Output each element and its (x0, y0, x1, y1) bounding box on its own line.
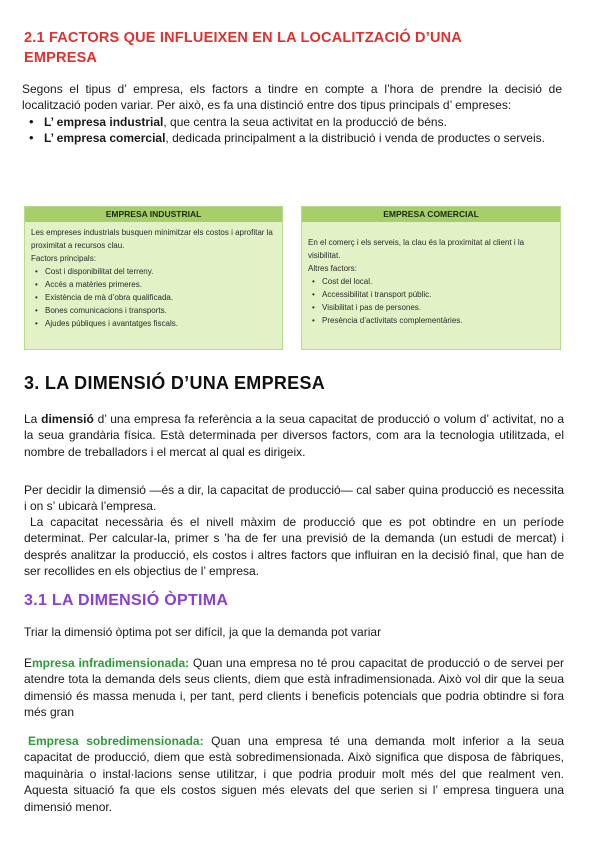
commercial-company-box (301, 206, 561, 350)
box-text: Les empreses industrials busquen minimitzar els costos i aprofitar la proximitat a recursos clau. (31, 228, 273, 250)
box-body (302, 222, 560, 331)
dimension-definition (24, 411, 564, 460)
term-oversized: Empresa sobredimensionada: (28, 734, 204, 748)
list-item: • Cost del local. (308, 275, 554, 288)
box-header: EMPRESA COMERCIAL (302, 207, 560, 222)
list-item: • Bones comunicacions i transports. (31, 304, 276, 317)
undersized-company-paragraph (24, 655, 564, 721)
list-item (22, 114, 567, 130)
bullet-text: , dedicada principalment a la distribució i venda de productes o serveis. (165, 131, 545, 146)
optimal-dimension-intro: Triar la dimensió òptima pot ser difícil, ja que la demanda pot variar (24, 625, 382, 639)
bullet-term: L’ empresa comercial (44, 131, 166, 146)
section-2-1-heading: 2.1 FACTORS QUE INFLUEIXEN EN LA LOCALITZACIÓ D’UNA EMPRESA (24, 30, 462, 66)
term-dimension: dimensió (41, 412, 94, 426)
list-item: • Ajudes públiques i avantatges fiscals. (31, 317, 276, 330)
section-3-1-heading: 3.1 LA DIMENSIÓ ÒPTIMA (24, 592, 229, 609)
bullet-term: L’ empresa industrial (44, 115, 164, 129)
factor-list (308, 275, 554, 327)
text-run: E (24, 656, 33, 670)
list-item: • Visibilitat i pas de persones. (308, 301, 554, 314)
text-run: Quan una empresa té una demanda molt inferior a la seua capacitat de producció, diem que està sobredimensionada. Això significa que disposa de fàbriques, maquinària o instal·lacions sense utilitzar, i que podria produir molt més del que realment ven. Aquesta situació fa que els costos siguen més elevats del que serien si l’ empresa tinguera una dimensió menor. (24, 734, 564, 814)
list-item: • Presència d’activitats complementàries. (308, 314, 554, 327)
bullet-text: , que centra la seua activitat en la producció de béns. (163, 115, 447, 129)
industrial-company-box (24, 206, 283, 350)
term-undersized: mpresa infradimensionada: (32, 656, 190, 670)
text-run: d’ una empresa fa referència a la seua capacitat de producció o volum d’ activitat, no a la seua grandària física. Està determinada per diversos factors, com ara la tecnologia utilitzada, el nombre de treballadors i el mercat al qual es dirigeix. (24, 412, 564, 459)
list-item: • Existència de mà d’obra qualificada. (31, 291, 276, 304)
box-header: EMPRESA INDUSTRIAL (25, 207, 282, 222)
text-run: Quan una empresa no té prou capacitat de producció o de servei per atendre tota la demanda dels seus clients, diem que està infradimensionada. Això vol dir que la seua dimensió és massa menuda i, per tant, perd clients i beneficis potencials que podria obtindre si fora més gran (24, 656, 564, 720)
dimension-decision: Per decidir la dimensió —és a dir, la capacitat de producció— cal saber quina producció es necessita i on s’ ubicarà l’empresa. (24, 483, 564, 514)
capacity-paragraph: La capacitat necessària és el nivell màxim de producció que es pot obtindre en un període determinat. Per calcular-la, primer s ’ha de fer una previsió de la demanda (un estudi de mercat) i després analitzar la producció, els costos i altres factors que influiran en la decisió final, que han de ser recollides en els objectius de l’ empresa. (24, 515, 564, 579)
box-text: En el comerç i els serveis, la clau és la proximitat al client i la visibilitat. (308, 238, 525, 260)
list-item (22, 130, 567, 146)
company-type-list (22, 114, 567, 147)
factor-list (31, 265, 276, 330)
section-3-heading: 3. LA DIMENSIÓ D’UNA EMPRESA (24, 373, 326, 393)
list-item: • Cost i disponibilitat del terreny. (31, 265, 276, 278)
box-subheading: Factors principals: (31, 254, 96, 263)
list-item: • Accessibilitat i transport públic. (308, 288, 554, 301)
list-item: • Accés a matèries primeres. (31, 278, 276, 291)
localization-intro: Segons el tipus d’ empresa, els factors a tindre en compte a l’hora de prendre la decisió de localització poden variar. Per això, es fa una distinció entre dos tipus principals d’ empreses: (22, 82, 562, 113)
text-run: La (24, 412, 42, 426)
box-body (25, 222, 282, 334)
box-subheading: Altres factors: (308, 264, 357, 273)
oversized-company-paragraph (24, 733, 564, 815)
